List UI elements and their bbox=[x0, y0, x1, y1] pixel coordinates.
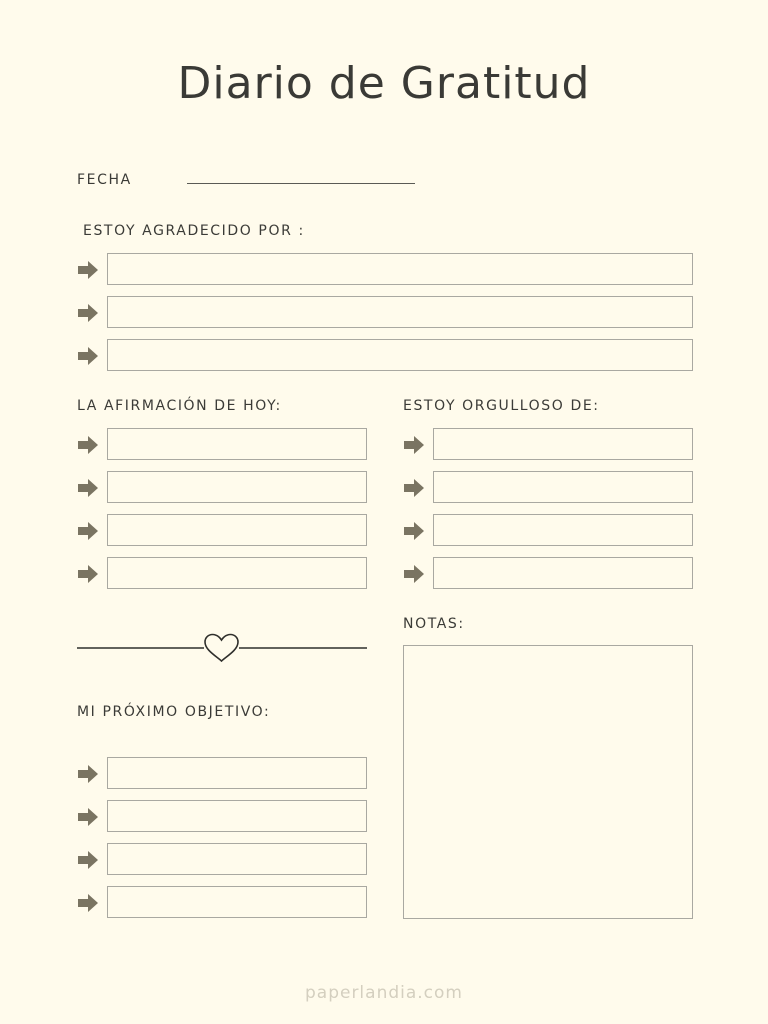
objective-input-1[interactable] bbox=[107, 757, 367, 789]
footer-watermark: paperlandia.com bbox=[304, 983, 463, 1003]
arrow-right-icon bbox=[77, 893, 99, 913]
objective-input-3[interactable] bbox=[107, 843, 367, 875]
objective-input-4[interactable] bbox=[107, 886, 367, 918]
notes-label: NOTAS: bbox=[403, 616, 465, 632]
proud-input-3[interactable] bbox=[433, 514, 693, 546]
heart-outline-icon bbox=[205, 635, 238, 662]
proud-row bbox=[403, 471, 693, 505]
arrow-right-icon bbox=[77, 303, 99, 323]
proud-input-1[interactable] bbox=[433, 428, 693, 460]
grateful-input-2[interactable] bbox=[107, 296, 693, 328]
proud-row bbox=[403, 557, 693, 591]
date-input-line[interactable] bbox=[187, 183, 415, 184]
arrow-right-icon bbox=[77, 764, 99, 784]
objective-row bbox=[77, 800, 367, 834]
proud-input-2[interactable] bbox=[433, 471, 693, 503]
objective-label: MI PRÓXIMO OBJETIVO: bbox=[77, 704, 271, 720]
grateful-row bbox=[77, 296, 693, 330]
grateful-row bbox=[77, 253, 693, 287]
affirmation-row bbox=[77, 514, 367, 548]
arrow-right-icon bbox=[77, 850, 99, 870]
affirmation-input-2[interactable] bbox=[107, 471, 367, 503]
affirmation-row bbox=[77, 428, 367, 462]
arrow-right-icon bbox=[77, 260, 99, 280]
arrow-right-icon bbox=[77, 346, 99, 366]
arrow-right-icon bbox=[403, 435, 425, 455]
proud-row bbox=[403, 428, 693, 462]
arrow-right-icon bbox=[403, 521, 425, 541]
affirmation-row bbox=[77, 557, 367, 591]
arrow-right-icon bbox=[77, 435, 99, 455]
affirmation-input-1[interactable] bbox=[107, 428, 367, 460]
proud-input-4[interactable] bbox=[433, 557, 693, 589]
affirmation-input-3[interactable] bbox=[107, 514, 367, 546]
objective-row bbox=[77, 886, 367, 920]
arrow-right-icon bbox=[77, 564, 99, 584]
arrow-right-icon bbox=[77, 521, 99, 541]
grateful-input-3[interactable] bbox=[107, 339, 693, 371]
objective-input-2[interactable] bbox=[107, 800, 367, 832]
heart-divider bbox=[77, 630, 367, 666]
objective-row bbox=[77, 757, 367, 791]
arrow-right-icon bbox=[403, 478, 425, 498]
arrow-right-icon bbox=[77, 807, 99, 827]
proud-label: ESTOY ORGULLOSO DE: bbox=[403, 398, 600, 414]
grateful-row bbox=[77, 339, 693, 373]
grateful-input-1[interactable] bbox=[107, 253, 693, 285]
affirmation-input-4[interactable] bbox=[107, 557, 367, 589]
notes-textarea[interactable] bbox=[403, 645, 693, 919]
objective-row bbox=[77, 843, 367, 877]
grateful-label: ESTOY AGRADECIDO POR : bbox=[83, 223, 305, 239]
affirmation-row bbox=[77, 471, 367, 505]
page-title: Diario de Gratitud bbox=[177, 58, 591, 109]
arrow-right-icon bbox=[77, 478, 99, 498]
arrow-right-icon bbox=[403, 564, 425, 584]
proud-row bbox=[403, 514, 693, 548]
affirmation-label: LA AFIRMACIÓN DE HOY: bbox=[77, 398, 282, 414]
date-label: FECHA bbox=[77, 172, 132, 188]
